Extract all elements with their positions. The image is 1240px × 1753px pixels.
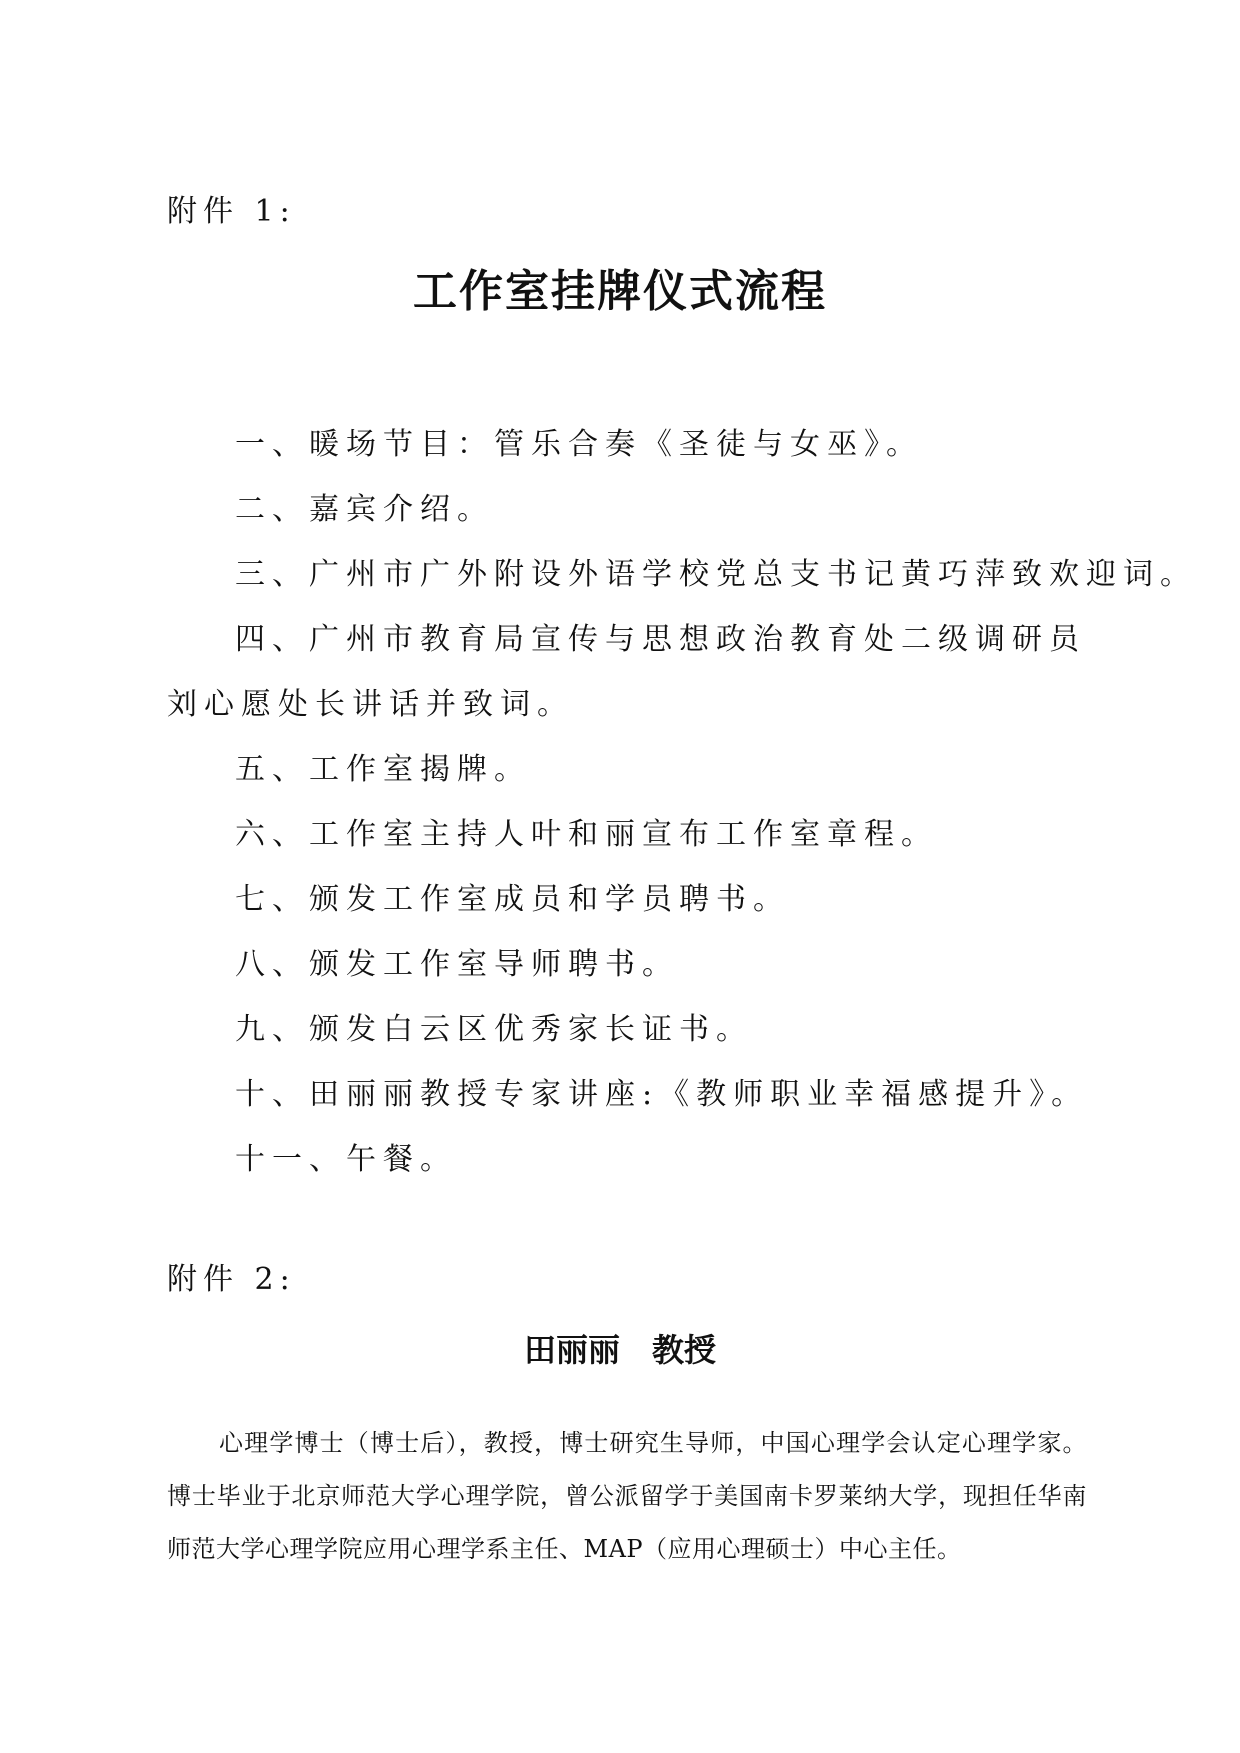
step-2: 二、嘉宾介绍。 (235, 492, 494, 527)
speaker-name-title: 田丽丽 教授 (523, 1331, 716, 1369)
step-8: 八、颁发工作室导师聘书。 (235, 947, 679, 982)
speaker-bio: 心理学博士（博士后），教授，博士研究生导师，中国心理学会认定心理学家。博士毕业于北京师范大学心理学院，曾公派留学于美国南卡罗莱纳大学，现担任华南师范大学心理学院应用心理学系主任、MAP（应用心理硕士）中心主任。 (167, 1429, 1087, 1563)
step-6: 六、工作室主持人叶和丽宣布工作室章程。 (235, 817, 938, 852)
ceremony-title: 工作室挂牌仪式流程 (413, 266, 827, 317)
step-5: 五、工作室揭牌。 (235, 752, 531, 787)
step-4: 四、广州市教育局宣传与思想政治教育处二级调研员刘心愿处长讲话并致词。 (167, 622, 1086, 722)
step-10: 十、田丽丽教授专家讲座:《教师职业幸福感提升》。 (235, 1077, 1089, 1112)
step-9: 九、颁发白云区优秀家长证书。 (235, 1012, 753, 1047)
attachment-2-label: 附件 2: (167, 1262, 296, 1297)
step-7: 七、颁发工作室成员和学员聘书。 (235, 882, 790, 917)
step-11: 十一、午餐。 (235, 1142, 457, 1177)
step-3: 三、广州市广外附设外语学校党总支书记黄巧萍致欢迎词。 (235, 557, 1197, 592)
attachment-1-label: 附件 1: (167, 194, 296, 229)
ceremony-step-list (167, 412, 1197, 1192)
step-1: 一、暖场节目：管乐合奏《圣徒与女巫》。 (235, 427, 923, 462)
